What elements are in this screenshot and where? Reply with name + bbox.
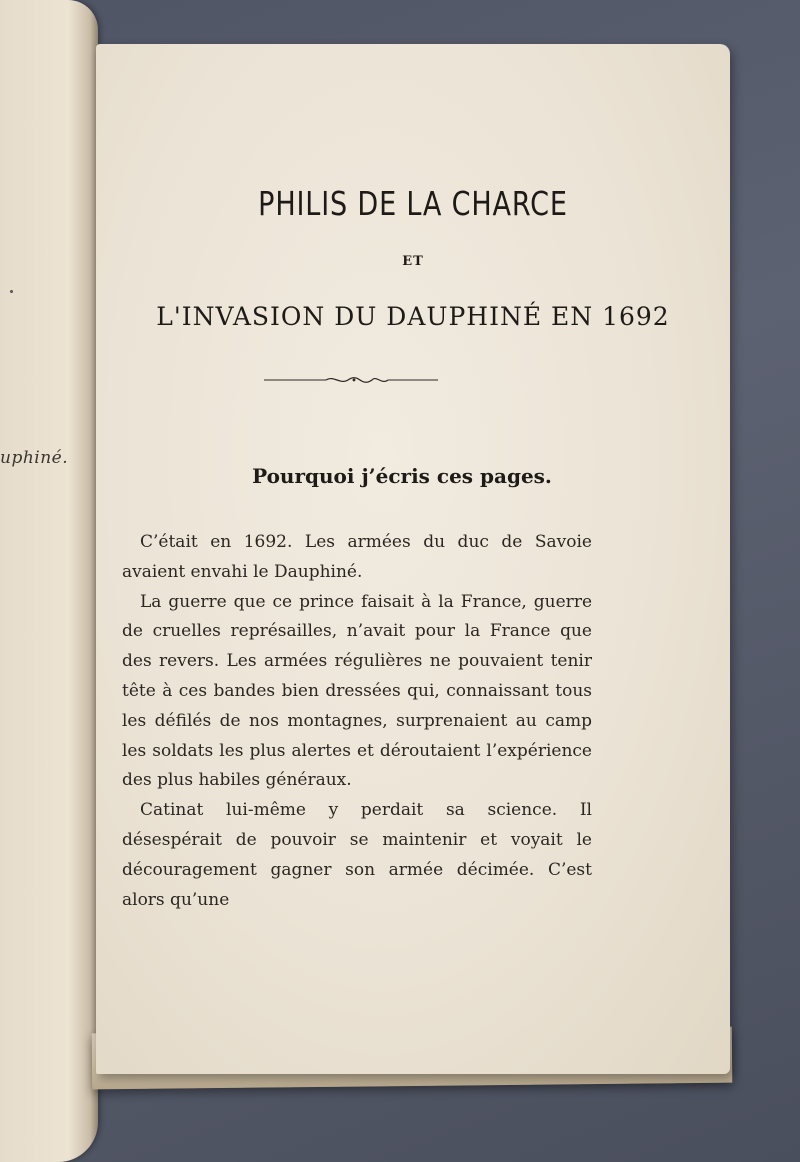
- book-subtitle: L'INVASION DU DAUPHINÉ EN 1692: [156, 302, 670, 331]
- ornamental-rule-icon: [264, 374, 438, 386]
- left-page-text-fragment: uphiné.: [0, 448, 69, 468]
- left-page: [0, 0, 98, 1162]
- book-page: [96, 44, 730, 1074]
- ink-dot: [10, 290, 13, 293]
- paragraph: C’était en 1692. Les armées du duc de Savoie avaient envahi le Dauphiné.: [122, 532, 592, 582]
- paragraph: La guerre que ce prince faisait à la France, guerre de cruelles représailles, n’avait pour la France que des revers. Les armées régulières ne pouvaient tenir tête à ces bandes bien dressées qui, connaissant tous les défilés de nos montagnes, surprenaient au camp les soldats les plus alertes et déroutaient l’expérience des plus habiles généraux.: [122, 591, 592, 791]
- body-text: [122, 528, 592, 915]
- paragraph: Catinat lui-même y perdait sa science. Il désespérait de pouvoir se maintenir et voyait le découragement gagner son armée décimée. C’est alors qu’une: [122, 800, 592, 910]
- book-title: PHILIS DE LA CHARCE: [258, 184, 568, 223]
- section-heading: Pourquoi j’écris ces pages.: [252, 464, 552, 488]
- title-conjunction: ET: [402, 254, 424, 269]
